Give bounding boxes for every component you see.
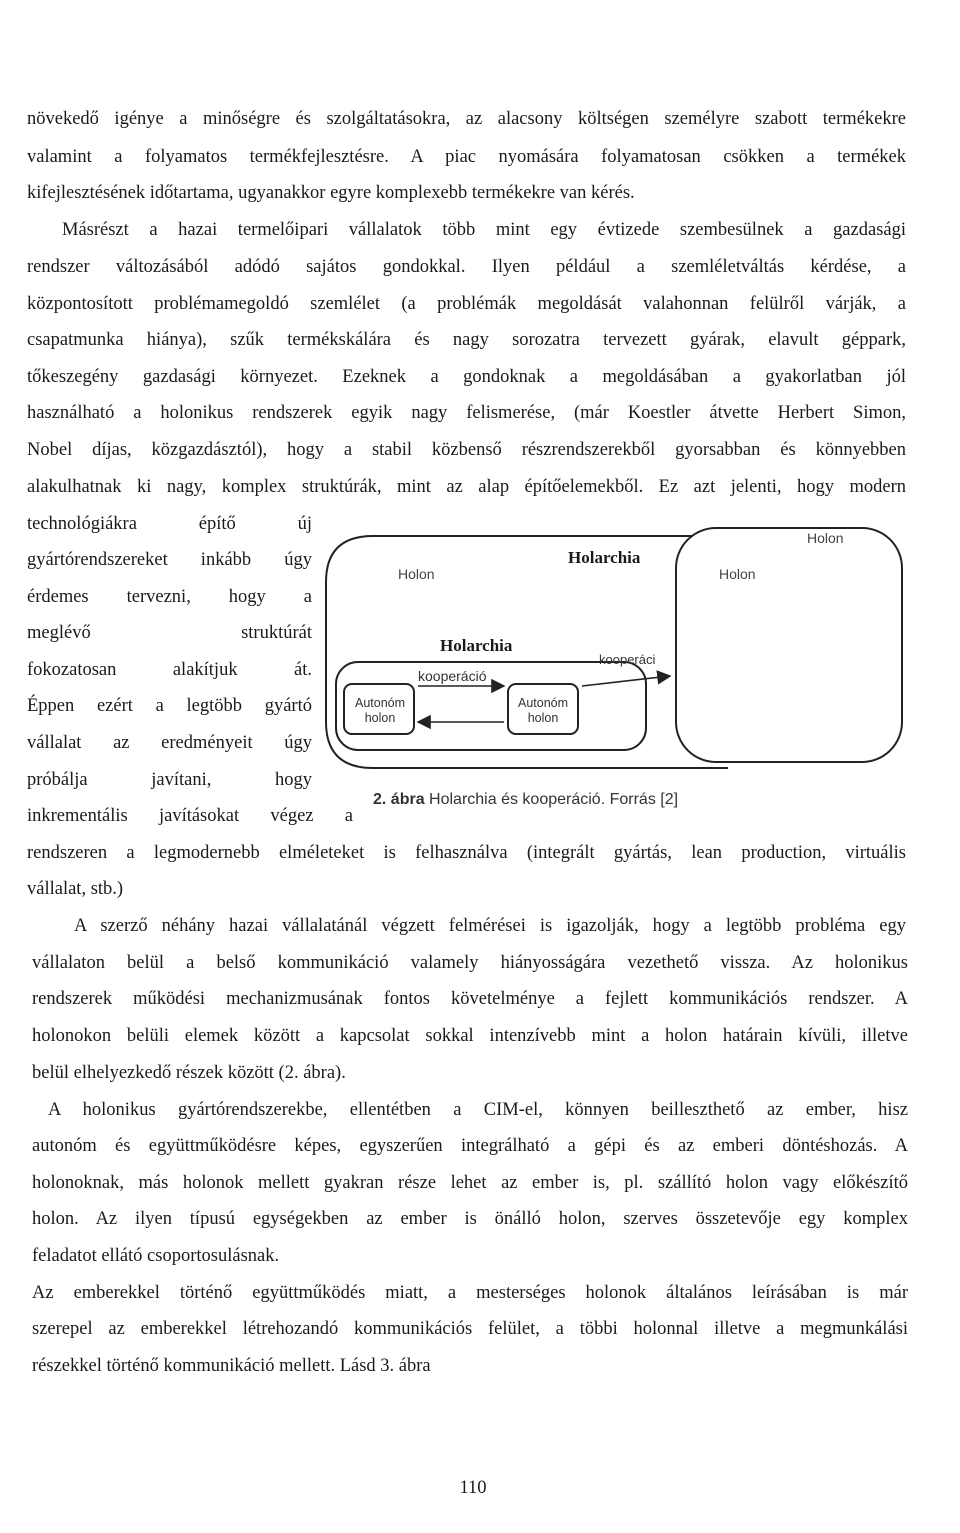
- text-line: holonoknak, más holonok mellett gyakran része lehet az ember is, pl. szállító holon vagy előkészítő: [32, 1173, 908, 1193]
- text-line: fokozatosan alakítjuk át.: [27, 660, 312, 680]
- text-line: szerepel az emberekkel létrehozandó kommunikációs felület, a többi holonnal illetve a megmunkálási: [32, 1319, 908, 1339]
- text-line: vállalaton belül a belső kommunikáció valamely hiányosságára vezethető vissza. Az holonikus: [32, 953, 908, 973]
- text-line: Az emberekkel történő együttműködés miatt, a mesterséges holonok általános leírásában is már: [32, 1283, 908, 1303]
- text-line: alakulhatnak ki nagy, komplex struktúrák, mint az alap építőelemekből. Ez azt jelenti, hogy modern: [27, 477, 906, 497]
- figure-caption: [373, 791, 678, 809]
- autonomous-holon-2-label: [514, 696, 572, 726]
- outer-holon-right-label: Holon: [719, 566, 756, 582]
- holarchy-figure: [318, 522, 908, 822]
- autonomous-holon-1-label: [352, 696, 408, 726]
- text-line: csapatmunka hiánya), szűk termékskálára és nagy sorozatra tervezett gyárak, elavult géppark,: [27, 330, 906, 350]
- text-line: A szerző néhány hazai vállalatánál végzett felmérései is igazolják, hogy a legtöbb probléma egy: [74, 916, 906, 936]
- text-line: próbálja javítani, hogy: [27, 770, 312, 790]
- text-line: Másrészt a hazai termelőipari vállalatok több mint egy évtizede szembesülnek a gazdasági: [62, 220, 906, 240]
- right-holon-box: [676, 528, 902, 762]
- text-line: növekedő igénye a minőségre és szolgáltatásokra, az alacsony költségen személyre szabott termékekre: [27, 109, 906, 129]
- text-line: vállalat, stb.): [27, 879, 124, 899]
- node-label-line: Autonóm: [354, 696, 406, 710]
- text-line: autonóm és együttműködésre képes, egyszerűen integrálható a gépi és az emberi döntéshozás. A: [32, 1136, 908, 1156]
- text-line: részekkel történő kommunikáció mellett. Lásd 3. ábra: [32, 1356, 431, 1376]
- text-line: központosított problémamegoldó szemlélet (a problémák megoldását valahonnan felülről várják, a: [27, 294, 906, 314]
- outer-holon-left-label: Holon: [398, 566, 435, 582]
- text-line: belül elhelyezkedő részek között (2. ábra).: [32, 1063, 346, 1083]
- caption-text: Holarchia és kooperáció. Forrás [2]: [429, 791, 679, 808]
- text-line: holon. Az ilyen típusú egységekben az ember is önálló holon, szerves összetevője egy komplex: [32, 1209, 908, 1229]
- text-line: kifejlesztésének időtartama, ugyanakkor egyre komplexebb termékekre van kérés.: [27, 183, 635, 203]
- inner-holarchy-title: Holarchia: [440, 636, 513, 655]
- text-line: holonokon belüli elemek között a kapcsolat sokkal intenzívebb mint a holon határain kívüli, illetve: [32, 1026, 908, 1046]
- text-line: vállalat az eredményeit úgy: [27, 733, 312, 753]
- inner-cooperation-label: kooperáció: [418, 668, 487, 684]
- text-line: érdemes tervezni, hogy a: [27, 587, 312, 607]
- text-line: használható a holonikus rendszerek egyik nagy felismerése, (már Koestler átvette Herbert Simon,: [27, 403, 906, 423]
- text-line: rendszeren a legmodernebb elméleteket is felhasználva (integrált gyártás, lean production, virtuális: [27, 843, 906, 863]
- text-line: feladatot ellátó csoportosulásnak.: [32, 1246, 280, 1266]
- text-line: technológiákra építő új: [27, 514, 312, 534]
- node-label-line: holon: [364, 711, 396, 725]
- text-line: rendszer változásából adódó sajátos gondokkal. Ilyen például a szemléletváltás kérdése, a: [27, 257, 906, 277]
- page-number: 110: [459, 1478, 487, 1498]
- text-line: meglévő struktúrát: [27, 623, 312, 643]
- node-label-line: holon: [527, 711, 559, 725]
- outer-cooperation-label: kooperáci: [599, 652, 656, 667]
- cooperation-arrow-outer: [582, 676, 670, 686]
- text-line: tőkeszegény gazdasági környezet. Ezeknek a gondoknak a megoldásában a gyakorlatban jól: [27, 367, 906, 387]
- corner-holon-label: Holon: [807, 530, 844, 546]
- text-line: gyártórendszereket inkább úgy: [27, 550, 312, 570]
- text-line: Nobel díjas, közgazdásztól), hogy a stabil közbenső részrendszerekből gyorsabban és könnyebben: [27, 440, 906, 460]
- node-label-line: Autonóm: [517, 696, 569, 710]
- text-line: Éppen ezért a legtöbb gyártó: [27, 696, 312, 716]
- text-line: inkrementális javításokat végez a: [27, 806, 353, 826]
- text-line: A holonikus gyártórendszerekbe, ellentétben a CIM-el, könnyen beilleszthető az ember, hisz: [48, 1100, 908, 1120]
- caption-number: 2. ábra: [373, 791, 425, 808]
- outer-holarchy-title: Holarchia: [568, 548, 641, 567]
- text-line: valamint a folyamatos termékfejlesztésre. A piac nyomására folyamatosan csökken a termékek: [27, 147, 906, 167]
- text-line: rendszerek működési mechanizmusának fontos követelménye a fejlett kommunikációs rendszer. A: [32, 989, 908, 1009]
